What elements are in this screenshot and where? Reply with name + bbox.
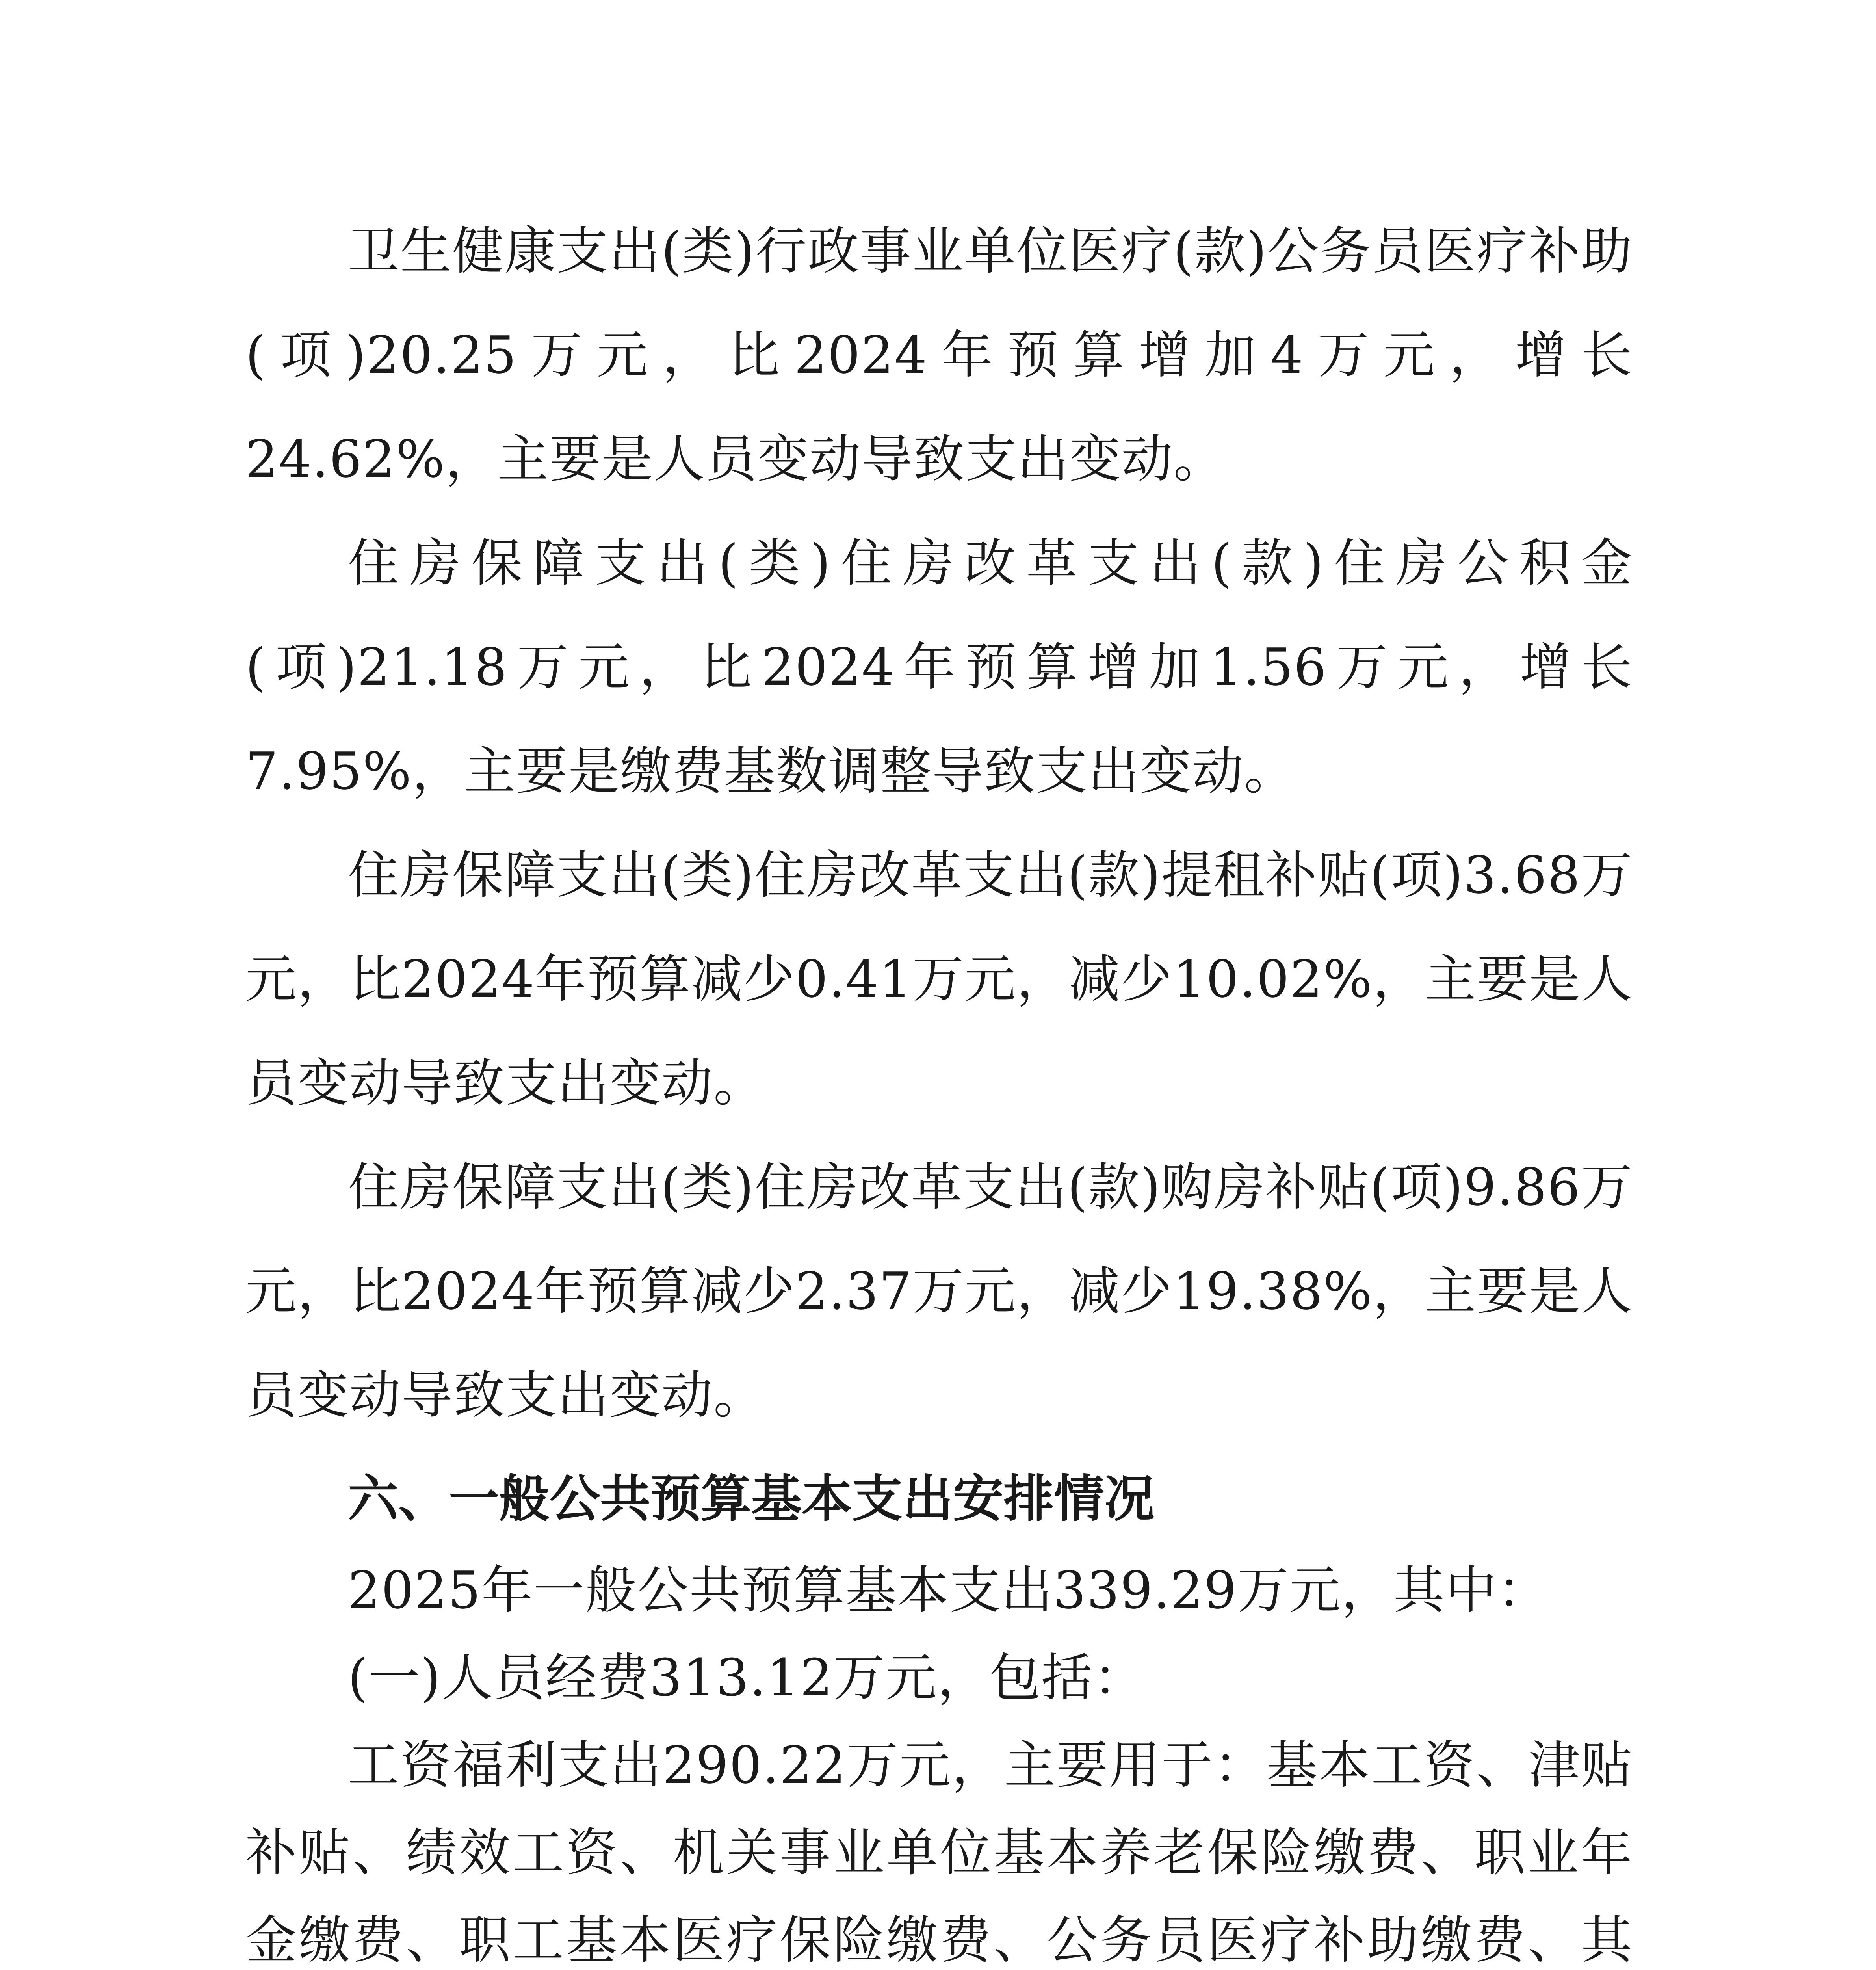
section-heading: 六、一般公共预算基本支出安排情况 (348, 1470, 1155, 1528)
paragraph-medical-subsidy: 卫生健康支出(类)行政事业单位医疗(款)公务员医疗补助(项)20.25万元，比2024年预算增加4万元，增长24.62%，主要是人员变动导致支出变动。 (245, 221, 1633, 489)
document-body (245, 199, 1633, 1970)
paragraph-personnel-expense: (一)人员经费313.12万元，包括： (348, 1648, 1146, 1708)
paragraph-rent-subsidy: 住房保障支出(类)住房改革支出(款)提租补贴(项)3.68万元，比2024年预算减少0.41万元，减少10.02%，主要是人员变动导致支出变动。 (245, 845, 1633, 1113)
paragraph-housing-fund: 住房保障支出(类)住房改革支出(款)住房公积金(项)21.18万元，比2024年预算增加1.56万元，增长7.95%，主要是缴费基数调整导致支出变动。 (245, 533, 1633, 801)
paragraph-basic-expenditure: 2025年一般公共预算基本支出339.29万元，其中： (348, 1560, 1549, 1620)
paragraph-wage-welfare: 工资福利支出290.22万元，主要用于：基本工资、津贴补贴、绩效工资、机关事业单位基本养老保险缴费、职业年金缴费、职工基本医疗保险缴费、公务员医疗补助缴费、其 (245, 1735, 1633, 1970)
paragraph-purchase-subsidy: 住房保障支出(类)住房改革支出(款)购房补贴(项)9.86万元，比2024年预算减少2.37万元，减少19.38%，主要是人员变动导致支出变动。 (245, 1157, 1633, 1425)
